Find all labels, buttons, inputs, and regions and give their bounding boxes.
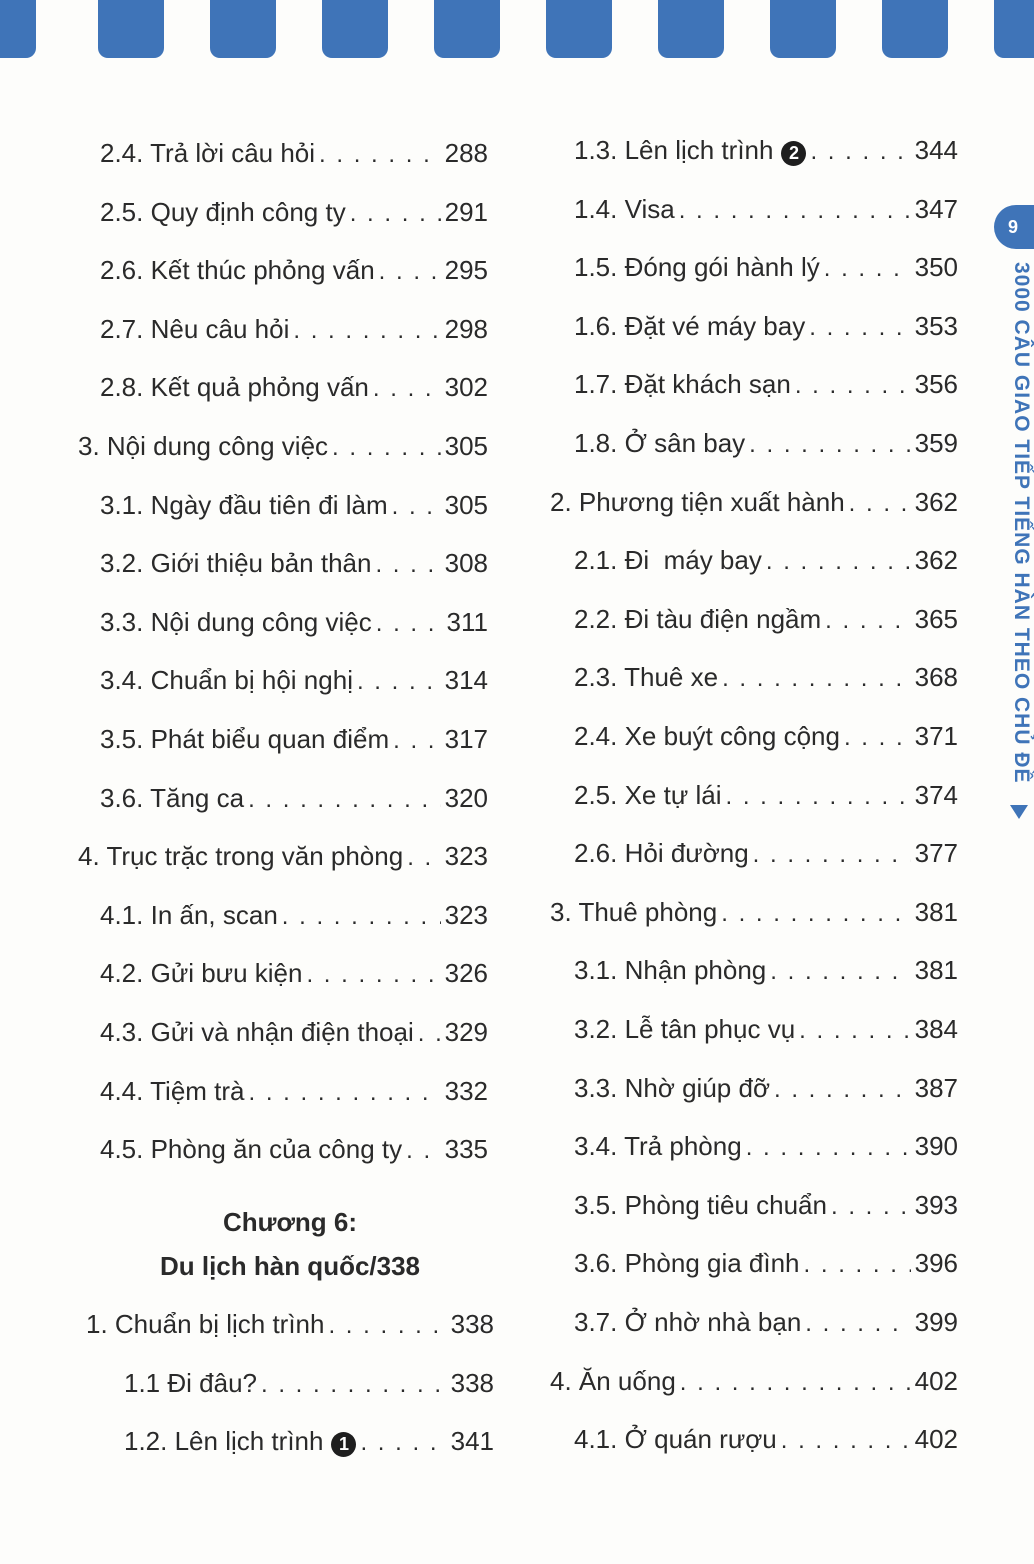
toc-entry-page: 362 bbox=[914, 545, 958, 576]
toc-entry-title: 3.5. Phát biểu quan điểm bbox=[100, 724, 390, 754]
toc-entry-page: 402 bbox=[914, 1365, 958, 1396]
toc-entry-title: 3.3. Nhờ giúp đỡ bbox=[574, 1072, 770, 1103]
dot-leader bbox=[766, 546, 911, 578]
toc-entry-title: 2.4. Xe buýt công cộng bbox=[574, 721, 840, 751]
toc-entry bbox=[100, 1133, 488, 1167]
toc-entry-title: 2.2. Đi tàu điện ngầm bbox=[574, 603, 822, 634]
toc-entry-title: 2.1. Đi máy bay bbox=[574, 545, 762, 576]
toc-entry-page: 381 bbox=[914, 955, 958, 986]
toc-entry bbox=[100, 196, 488, 230]
toc-entry-title: 1.4. Visa bbox=[574, 193, 675, 224]
toc-entry-title: 3.6. Tăng ca bbox=[100, 782, 245, 813]
toc-entry-page: 390 bbox=[914, 1131, 958, 1162]
dot-leader bbox=[379, 256, 441, 288]
toc-entry-title: 2.6. Kết thúc phỏng vấn bbox=[100, 255, 375, 286]
toc-entry-page: 399 bbox=[914, 1307, 958, 1337]
toc-entry-title: 4.5. Phòng ăn của công ty bbox=[100, 1134, 403, 1165]
toc-entry-page: 326 bbox=[444, 958, 488, 989]
toc-entry-title: 2.8. Kết quả phỏng vấn bbox=[100, 372, 369, 403]
toc-entry-title: 1.8. Ở sân bay bbox=[574, 428, 746, 458]
toc-entry-title: 4.1. In ấn, scan bbox=[100, 899, 278, 930]
toc-entry bbox=[574, 1072, 958, 1106]
book-title-vertical: 3000 CÂU GIAO TIẾP TIẾNG HÀN THEO CHỦ ĐỀ bbox=[1010, 262, 1033, 784]
dot-leader bbox=[749, 429, 910, 461]
toc-entry-title: 4.1. Ở quán rượu bbox=[574, 1424, 777, 1455]
toc-entry bbox=[574, 954, 958, 988]
toc-entry-title: 2. Phương tiện xuất hành bbox=[550, 486, 845, 517]
dot-leader bbox=[746, 1132, 911, 1164]
toc-entry bbox=[100, 1075, 488, 1109]
toc-entry-page: 362 bbox=[914, 486, 958, 517]
toc-entry bbox=[574, 310, 958, 344]
dot-leader bbox=[679, 195, 911, 227]
toc-entry bbox=[100, 664, 488, 698]
toc-entry bbox=[100, 137, 488, 171]
dot-leader bbox=[375, 549, 440, 581]
dot-leader bbox=[332, 432, 441, 464]
toc-entry-title: 3. Nội dung công việc bbox=[78, 431, 329, 461]
toc-entry bbox=[100, 489, 488, 523]
dot-leader bbox=[248, 784, 441, 816]
toc-entry-page: 338 bbox=[450, 1367, 494, 1398]
toc-entry-title: 4.3. Gửi và nhận điện thoại bbox=[100, 1017, 414, 1047]
dot-leader bbox=[824, 253, 911, 285]
toc-entry bbox=[574, 720, 958, 754]
binding-tab bbox=[882, 0, 948, 58]
toc-entry bbox=[78, 430, 488, 464]
binding-tab bbox=[546, 0, 612, 58]
toc-entry bbox=[100, 782, 488, 816]
dot-leader bbox=[350, 198, 441, 230]
dot-leader bbox=[825, 605, 910, 637]
toc-entry-page: 359 bbox=[914, 428, 958, 458]
binding-tab bbox=[658, 0, 724, 58]
toc-entry-page: 353 bbox=[914, 310, 958, 341]
toc-entry bbox=[574, 251, 958, 285]
toc-entry-title: 1.3. Lên lịch trình bbox=[574, 135, 774, 165]
dot-leader bbox=[809, 312, 910, 344]
dot-leader bbox=[319, 139, 441, 171]
chapter-number: Chương 6: bbox=[222, 1207, 358, 1237]
dot-leader bbox=[799, 1015, 910, 1047]
dot-leader bbox=[680, 1367, 911, 1399]
toc-entry-page: 338 bbox=[450, 1309, 494, 1339]
toc-entry-page: 323 bbox=[444, 841, 488, 872]
toc-entry-page: 305 bbox=[444, 431, 488, 461]
toc-entry bbox=[574, 661, 958, 695]
toc-entry-page: 347 bbox=[914, 193, 958, 224]
dot-leader bbox=[831, 1191, 911, 1223]
dot-leader bbox=[406, 1135, 440, 1167]
toc-entry-title: 3.1. Nhận phòng bbox=[574, 955, 767, 986]
toc-entry bbox=[100, 313, 488, 347]
toc-entry bbox=[574, 1306, 958, 1340]
toc-entry-page: 374 bbox=[914, 779, 958, 810]
toc-entry-page: 393 bbox=[914, 1189, 958, 1220]
toc-entry-title: 4.2. Gửi bưu kiện bbox=[100, 958, 303, 989]
dot-leader bbox=[721, 898, 910, 930]
toc-entry-page: 356 bbox=[914, 369, 958, 400]
toc-entry-title: 3.4. Trả phòng bbox=[574, 1131, 742, 1162]
toc-entry-page: 381 bbox=[914, 896, 958, 927]
binding-tab bbox=[210, 0, 276, 58]
dot-leader bbox=[357, 666, 441, 698]
dot-leader bbox=[804, 1249, 911, 1281]
dot-leader bbox=[249, 1077, 441, 1109]
dot-leader bbox=[805, 1308, 910, 1340]
toc-entry-title: 2.7. Nêu câu hỏi bbox=[100, 313, 290, 344]
circled-number-icon: 2 bbox=[781, 141, 806, 166]
toc-entry bbox=[574, 134, 958, 168]
toc-entry-page: 377 bbox=[914, 838, 958, 869]
toc-entry-title: 1.5. Đóng gói hành lý bbox=[574, 252, 820, 283]
toc-entry bbox=[550, 896, 958, 930]
page-number-badge: 9 bbox=[994, 205, 1034, 249]
dot-leader bbox=[795, 370, 911, 402]
toc-entry bbox=[100, 723, 488, 757]
toc-entry-page: 323 bbox=[444, 899, 488, 930]
binding-tab bbox=[322, 0, 388, 58]
dot-leader bbox=[392, 491, 441, 523]
toc-entry bbox=[100, 371, 488, 405]
toc-entry-title: 3.6. Phòng gia đình bbox=[574, 1248, 800, 1279]
dot-leader bbox=[418, 1018, 441, 1050]
toc-entry-page: 329 bbox=[444, 1017, 488, 1047]
toc-entry bbox=[574, 544, 958, 578]
toc-entry-page: 387 bbox=[914, 1072, 958, 1103]
toc-entry-page: 302 bbox=[444, 372, 488, 403]
binding-tab bbox=[770, 0, 836, 58]
toc-entry-title: 2.6. Hỏi đường bbox=[574, 838, 749, 869]
toc-entry bbox=[574, 837, 958, 871]
binding-tabs bbox=[0, 0, 1034, 78]
toc-entry bbox=[100, 899, 488, 933]
dot-leader bbox=[376, 608, 443, 640]
toc-entry-title: 3.2. Lễ tân phục vụ bbox=[574, 1014, 796, 1044]
toc-entry-title: 1.1 Đi đâu? bbox=[124, 1367, 257, 1398]
toc-entry bbox=[550, 1365, 958, 1399]
dot-leader bbox=[293, 315, 440, 347]
dot-leader bbox=[282, 901, 441, 933]
toc-entry-page: 298 bbox=[444, 313, 488, 344]
toc-entry-title: 3.7. Ở nhờ nhà bạn bbox=[574, 1307, 802, 1337]
dot-leader bbox=[306, 959, 440, 991]
dot-leader bbox=[810, 136, 910, 168]
dot-leader bbox=[753, 839, 911, 871]
dot-leader bbox=[393, 725, 441, 757]
dot-leader bbox=[261, 1369, 447, 1401]
toc-entry-page: 332 bbox=[444, 1075, 488, 1106]
toc-entry bbox=[574, 368, 958, 402]
toc-entry-title: 3.2. Giới thiệu bản thân bbox=[100, 548, 372, 579]
toc-entry-title: 2.3. Thuê xe bbox=[574, 662, 719, 693]
toc-entry-page: 320 bbox=[444, 782, 488, 813]
toc-entry bbox=[100, 1016, 488, 1050]
toc-entry bbox=[78, 840, 488, 874]
toc-entry bbox=[574, 1247, 958, 1281]
toc-entry bbox=[574, 1189, 958, 1223]
toc-entry bbox=[550, 486, 958, 520]
toc-entry-page: 341 bbox=[450, 1426, 494, 1457]
toc-entry-page: 335 bbox=[444, 1134, 488, 1165]
circled-number-icon: 1 bbox=[331, 1432, 356, 1457]
toc-entry bbox=[100, 547, 488, 581]
toc-entry bbox=[100, 957, 488, 991]
toc-entry-page: 368 bbox=[914, 662, 958, 693]
arrow-down-icon bbox=[1010, 805, 1028, 819]
toc-entry-title: 3.4. Chuẩn bị hội nghị bbox=[100, 665, 353, 696]
dot-leader bbox=[725, 781, 910, 813]
toc-entry bbox=[124, 1425, 494, 1459]
toc-entry bbox=[574, 427, 958, 461]
toc-entry bbox=[574, 1130, 958, 1164]
toc-entry-title: 1. Chuẩn bị lịch trình bbox=[86, 1309, 325, 1339]
toc-entry bbox=[574, 193, 958, 227]
toc-entry-title: 4. Ăn uống bbox=[550, 1365, 676, 1396]
dot-leader bbox=[774, 1074, 911, 1106]
toc-entry-page: 291 bbox=[444, 196, 488, 227]
binding-tab bbox=[0, 0, 36, 58]
toc-entry-title: 3.5. Phòng tiêu chuẩn bbox=[574, 1189, 827, 1220]
toc-entry-title: 3.1. Ngày đầu tiên đi làm bbox=[100, 489, 388, 520]
toc-entry-title: 3. Thuê phòng bbox=[550, 896, 718, 927]
dot-leader bbox=[781, 1425, 911, 1457]
toc-entry-page: 344 bbox=[914, 135, 958, 165]
toc-entry-page: 288 bbox=[444, 138, 488, 168]
toc-entry-page: 402 bbox=[914, 1424, 958, 1455]
toc-entry bbox=[574, 1013, 958, 1047]
toc-entry-title: 4. Trục trặc trong văn phòng bbox=[78, 841, 404, 872]
toc-entry-page: 314 bbox=[444, 665, 488, 696]
dot-leader bbox=[844, 722, 911, 754]
toc-entry-title: 4.4. Tiệm trà bbox=[100, 1075, 245, 1106]
dot-leader bbox=[373, 373, 441, 405]
binding-tab bbox=[434, 0, 500, 58]
binding-tab bbox=[994, 0, 1034, 58]
dot-leader bbox=[849, 488, 911, 520]
toc-entry-title: 2.5. Quy định công ty bbox=[100, 196, 346, 227]
toc-entry-page: 350 bbox=[914, 252, 958, 283]
chapter-heading bbox=[140, 1200, 440, 1288]
toc-entry-title: 3.3. Nội dung công việc bbox=[100, 606, 372, 637]
toc-entry-title: 2.5. Xe tự lái bbox=[574, 779, 722, 810]
toc-entry-page: 384 bbox=[914, 1014, 958, 1044]
toc-entry bbox=[100, 254, 488, 288]
binding-tab bbox=[98, 0, 164, 58]
dot-leader bbox=[328, 1310, 446, 1342]
toc-entry-page: 305 bbox=[444, 489, 488, 520]
dot-leader bbox=[360, 1427, 446, 1459]
toc-entry bbox=[574, 603, 958, 637]
toc-entry-page: 311 bbox=[446, 606, 488, 637]
toc-entry bbox=[100, 606, 488, 640]
toc-entry-title: 1.2. Lên lịch trình bbox=[124, 1426, 324, 1457]
toc-entry-title: 2.4. Trả lời câu hỏi bbox=[100, 138, 316, 168]
toc-entry-page: 295 bbox=[444, 255, 488, 286]
toc-entry-title: 1.7. Đặt khách sạn bbox=[574, 369, 791, 400]
dot-leader bbox=[722, 663, 911, 695]
toc-entry-page: 396 bbox=[914, 1248, 958, 1279]
chapter-name: Du lịch hàn quốc/338 bbox=[159, 1251, 421, 1281]
toc-entry-page: 371 bbox=[914, 721, 958, 751]
toc-entry-page: 365 bbox=[914, 603, 958, 634]
toc-entry bbox=[124, 1367, 494, 1401]
dot-leader bbox=[407, 842, 440, 874]
toc-entry-page: 317 bbox=[444, 724, 488, 754]
dot-leader bbox=[770, 956, 910, 988]
toc-entry-title: 1.6. Đặt vé máy bay bbox=[574, 310, 806, 341]
toc-entry-page: 308 bbox=[444, 548, 488, 579]
toc-entry bbox=[574, 1423, 958, 1457]
toc-entry bbox=[86, 1308, 494, 1342]
toc-entry bbox=[574, 779, 958, 813]
